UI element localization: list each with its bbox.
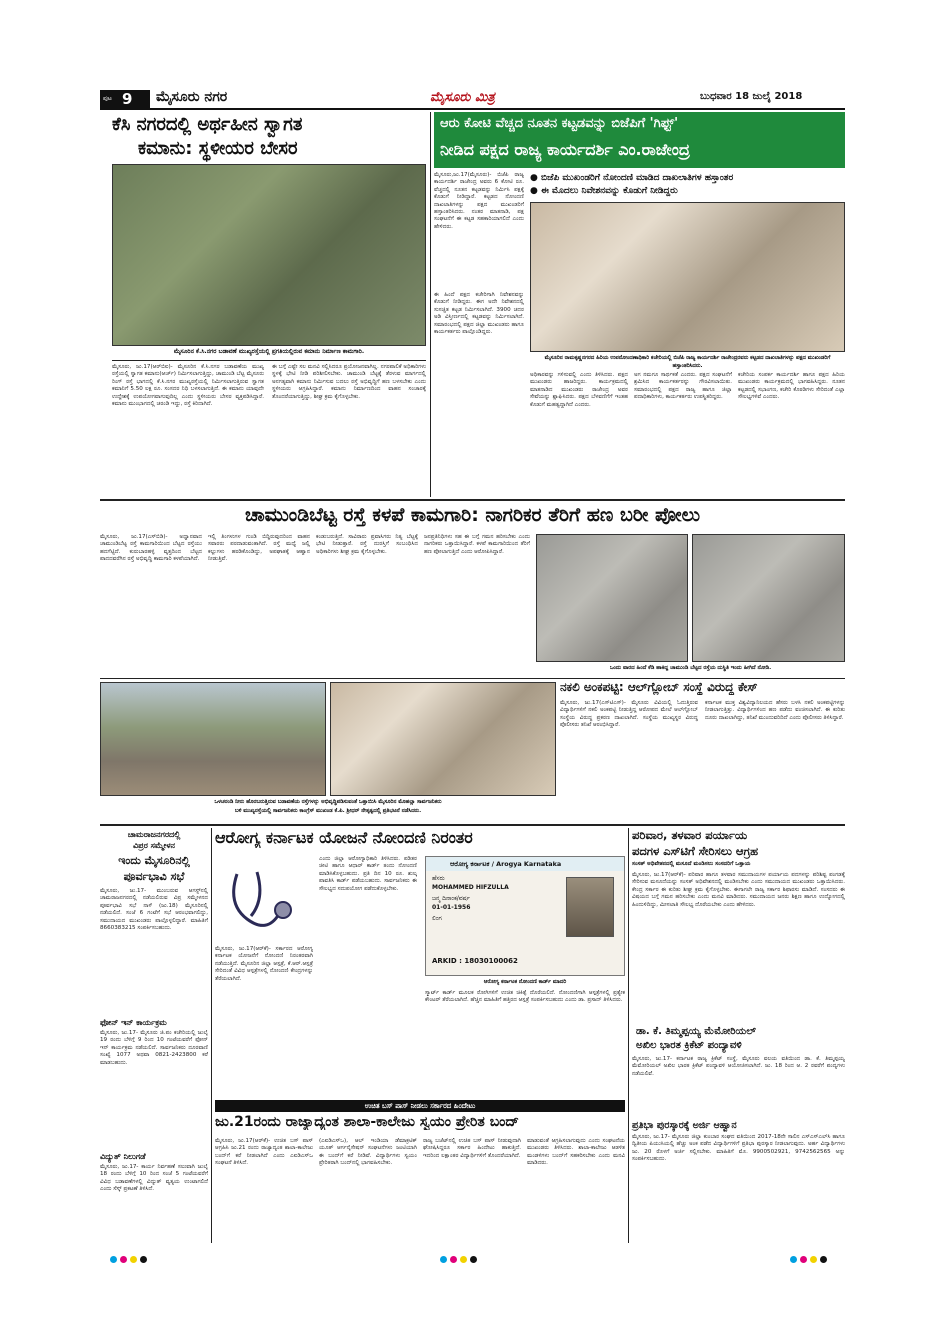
body-health-col2: ಎಂದು ಜಿಲ್ಲಾ ಆರೋಗ್ಯಾಧಿಕಾರಿ ತಿಳಿಸಿದರು. ಪಡಿತರ ಚೀಟಿ ಹಾಗೂ ಆಧಾರ್ ಕಾರ್ಡ್ ತಂದು ನೋಂದಣಿ ಮಾಡಿಸಿಕೊಳ್ಳಬಹುದು. ಪ್ರತಿ ದಿನ 10 ರೂ. ಶುಲ್ಕ ಪಾವತಿಸಿ ಕಾರ್ಡ್ ಪಡೆಯಬಹುದು. ಸಾರ್ವಜನಿಕರು ಈ ಸೌಲಭ್ಯದ ಸದುಪಯೋಗ ಪಡೆದುಕೊಳ್ಳಬೇಕು.: [319, 856, 417, 892]
reg-dot-black: [140, 1256, 147, 1263]
caption-protest-2: ಬಳಿ ಮುಖ್ಯರಸ್ತೆಯಲ್ಲಿ ಸಾರ್ವಜನಿಕರು ಕಾಂಗ್ರೆಸ್ ಮುಖಂಡ ಕೆ.ಪಿ. ಶ್ರೀಧರ್ ನೇತೃತ್ವದಲ್ಲಿ ಪ್ರತಿಭಟನೆ ನಡೆಸಿದರು.: [234, 808, 422, 814]
headline-bandh: ಜು.21ರಂದು ರಾಜ್ಯಾದ್ಯಂತ ಶಾಲಾ-ಕಾಲೇಜು ಸ್ವಯಂ ಪ್ರೇರಿತ ಬಂದ್: [215, 1114, 519, 1130]
section-title: ಮೈಸೂರು ನಗರ: [156, 89, 228, 105]
reg-dot-magenta: [450, 1256, 457, 1263]
masthead: [100, 88, 845, 110]
reg-dot-yellow: [810, 1256, 817, 1263]
reg-dot-yellow: [130, 1256, 137, 1263]
reg-dot-black: [820, 1256, 827, 1263]
health-card: [425, 856, 625, 976]
body-gift-col2: ಈ ಹಿಂದೆ ಪಕ್ಷದ ಕಚೇರಿಗಾಗಿ ನಿವೇಶನವನ್ನು ಕೊಡುಗೆ ನೀಡಿದ್ದರು. ಈಗ ಅದೇ ನಿವೇಶನದಲ್ಲಿ ಸುಸಜ್ಜಿತ ಕಟ್ಟಡ ನಿರ್ಮಿಸಲಾಗಿದೆ. 3900 ಚದರ ಅಡಿ ವಿಸ್ತೀರ್ಣದಲ್ಲಿ ಕಟ್ಟಡವನ್ನು ನಿರ್ಮಿಸಲಾಗಿದೆ. ಸಮಾರಂಭದಲ್ಲಿ ಪಕ್ಷದ ಜಿಲ್ಲಾ ಮುಖಂಡರು ಹಾಗೂ ಕಾರ್ಯಕರ್ತರು ಪಾಲ್ಗೊಂಡಿದ್ದರು.: [434, 292, 524, 336]
photo-arch: [112, 164, 426, 346]
photo-road-2: [692, 534, 845, 662]
body-cricket: ಮೈಸೂರು, ಜು.17- ಕರ್ನಾಟಕ ರಾಜ್ಯ ಕ್ರಿಕೆಟ್ ಸಂಸ್ಥೆ, ಮೈಸೂರು ವಲಯ ವತಿಯಿಂದ ಡಾ. ಕೆ. ತಿಮ್ಮಪ್ಪಯ್ಯ ಮೆಮೋರಿಯಲ್ ಅಖಿಲ ಭಾರತ ಕ್ರಿಕೆಟ್ ಪಂದ್ಯಾವಳಿ ಆಯೋಜಿಸಲಾಗಿದೆ. ಜು. 18 ರಿಂದ ಆ. 2 ರವರೆಗೆ ಪಂದ್ಯಗಳು ನಡೆಯಲಿವೆ.: [632, 1056, 845, 1077]
body-meeting: ಮೈಸೂರು, ಜು.17- ಮುಂಬರುವ ಆಗಸ್ಟ್‌ನಲ್ಲಿ ಚಾಮರಾಜನಗರದಲ್ಲಿ ನಡೆಯಲಿರುವ ವಿಪ್ರ ಸಮ್ಮೇಳನದ ಪೂರ್ವಭಾವಿ ಸಭೆ ನಾಳೆ (ಜು.18) ಮೈಸೂರಿನಲ್ಲಿ ನಡೆಯಲಿದೆ. ಸಂಜೆ 6 ಗಂಟೆಗೆ ಸಭೆ ಆರಂಭವಾಗಲಿದ್ದು, ಸಮುದಾಯದ ಮುಖಂಡರು ಪಾಲ್ಗೊಳ್ಳಲಿದ್ದಾರೆ. ಮಾಹಿತಿಗೆ 8660383215 ಸಂಪರ್ಕಿಸಬಹುದು.: [100, 888, 208, 932]
card-name: MOHAMMED HIFZULLA: [432, 884, 509, 891]
headline-fake: ನಕಲಿ ಅಂಕಪಟ್ಟಿ: ಆಲ್‌ಗ್ಲೋಬ್ ಸಂಸ್ಥೆ ವಿರುದ್ಧ ಕೇಸ್: [560, 680, 758, 694]
reg-dot-magenta: [120, 1256, 127, 1263]
body-award: ಮೈಸೂರು, ಜು.17- ಮೈಸೂರು ಜಿಲ್ಲಾ ಕುಂಬಾರ ಸಂಘದ ವತಿಯಿಂದ 2017-18ನೇ ಸಾಲಿನ ಎಸ್‌ಎಸ್‌ಎಲ್‌ಸಿ ಹಾಗೂ ದ್ವಿತೀಯ ಪಿಯುಸಿಯಲ್ಲಿ ಹೆಚ್ಚು ಅಂಕ ಪಡೆದ ವಿದ್ಯಾರ್ಥಿಗಳಿಗೆ ಪ್ರತಿಭಾ ಪುರಸ್ಕಾರ ನೀಡಲಾಗುವುದು. ಅರ್ಹ ವಿದ್ಯಾರ್ಥಿಗಳು ಜು. 20 ರೊಳಗೆ ಅರ್ಜಿ ಸಲ್ಲಿಸಬೇಕು. ಮಾಹಿತಿಗೆ ಮೊ. 9900502921, 9742562565 ಅನ್ನು ಸಂಪರ್ಕಿಸಬಹುದು.: [632, 1134, 845, 1163]
page-number: 9: [122, 90, 133, 108]
bullet-2-text: ಈ ಮೊದಲು ನಿವೇಶನವನ್ನು ಕೊಡುಗೆ ನೀಡಿದ್ದರು: [541, 186, 678, 196]
subhead-power-cut: ವಿದ್ಯುತ್ ನಿಲುಗಡೆ: [100, 1152, 146, 1161]
story-award: [632, 1120, 845, 1244]
body-fake-col1: ಮೈಸೂರು, ಜು.17(ಎಸ್‌ಟಿಎಸ್)- ಮೈಸೂರು ವಿವಿಯಲ್ಲಿ ಓದುತ್ತಿರುವ ವಿದ್ಯಾರ್ಥಿಗಳಿಗೆ ನಕಲಿ ಅಂಕಪಟ್ಟಿ ನೀಡುತ್ತಿದ್ದ ಆರೋಪದ ಮೇಲೆ ಆಲ್‌ಗ್ಲೋಬ್ ಸಂಸ್ಥೆಯ ವಿರುದ್ಧ ಪ್ರಕರಣ ದಾಖಲಾಗಿದೆ. ಸಂಸ್ಥೆಯ ಮುಖ್ಯಸ್ಥರ ವಿರುದ್ಧ ಪೊಲೀಸರು ತನಿಖೆ ಆರಂಭಿಸಿದ್ದಾರೆ.: [560, 700, 698, 729]
bullet-1: ● ಬಿಜೆಪಿ ಮುಖಂಡರಿಗೆ ನೋಂದಣಿ ಮಾಡಿದ ದಾಖಲಾತಿಗಳ ಹಸ್ತಾಂತರ: [530, 173, 734, 183]
body-road-col3: ಕಂಡುಬರುತ್ತಿದೆ. ಸಾವಿರಾರು ಪ್ರವಾಸಿಗರು ನಿತ್ಯ ಬೆಟ್ಟಕ್ಕೆ ಭೇಟಿ ನೀಡುತ್ತಾರೆ. ರಸ್ತೆ ದುರಸ್ತಿಗೆ ಸಂಬಂಧಿಸಿದ ಅಧಿಕಾರಿಗಳು ಶೀಘ್ರ ಕ್ರಮ ಕೈಗೊಳ್ಳಬೇಕು.: [316, 534, 418, 555]
body-bandh-col4: ಮಾಡುವಂತೆ ಆಗ್ರಹಿಸಲಾಗುವುದು ಎಂದು ಸಂಘಟನೆಯ ಮುಖಂಡರು ತಿಳಿಸಿದರು. ಶಾಲಾ-ಕಾಲೇಜು ಆಡಳಿತ ಮಂಡಳಿಗಳು ಬಂದ್‌ಗೆ ಸಹಕರಿಸಬೇಕು ಎಂದು ಮನವಿ ಮಾಡಿದರು.: [527, 1138, 625, 1167]
headline-road: ಚಾಮುಂಡಿಬೆಟ್ಟ ರಸ್ತೆ ಕಳಪೆ ಕಾಮಗಾರಿ: ನಾಗರಿಕರ ತೆರಿಗೆ ಹಣ ಬರೀ ಪೋಲು: [244, 504, 700, 526]
bullet-1-text: ಬಿಜೆಪಿ ಮುಖಂಡರಿಗೆ ನೋಂದಣಿ ಮಾಡಿದ ದಾಖಲಾತಿಗಳ ಹಸ್ತಾಂತರ: [541, 173, 734, 183]
divider: [112, 360, 426, 361]
reg-dot-cyan: [110, 1256, 117, 1263]
photo-road-1: [536, 534, 688, 662]
issue-date: ಬುಧವಾರ 18 ಜುಲೈ 2018: [700, 91, 803, 102]
card-id-row: [432, 957, 518, 965]
card-gender-label: ಲಿಂಗ: [432, 915, 442, 922]
column-rule: [628, 828, 629, 1243]
headline-family-2: ಪದಗಳ ಎಸ್‌ಟಿಗೆ ಸೇರಿಸಲು ಆಗ್ರಹ: [632, 844, 759, 858]
card-header: [426, 857, 624, 871]
paper-name: ಮೈಸೂರು ಮಿತ್ರ: [430, 90, 495, 105]
headline-meeting-1: ಇಂದು ಮೈಸೂರಿನಲ್ಲಿ: [118, 854, 190, 867]
bullet-2: ● ಈ ಮೊದಲು ನಿವೇಶನವನ್ನು ಕೊಡುಗೆ ನೀಡಿದ್ದರು: [530, 186, 678, 196]
registration-marks-left: [110, 1248, 150, 1267]
card-name-label: ಹೆಸರು: [432, 875, 445, 882]
headline-meeting-2: ಪೂರ್ವಭಾವಿ ಸಭೆ: [123, 870, 185, 883]
card-id: 18030100062: [464, 957, 518, 965]
deck-family: ಸಂಸತ್ ಅಧಿವೇಶನದಲ್ಲಿ ಮಸೂದೆ ಮಂಡಿಸಲು ಸಂಸದರಿಗೆ ಒತ್ತಾಯ: [632, 861, 751, 867]
headline-arch-1: ಕೆಸಿ ನಗರದಲ್ಲಿ ಅರ್ಥಹೀನ ಸ್ವಾಗತ: [112, 114, 303, 135]
headline-award: ಪ್ರತಿಭಾ ಪುರಸ್ಕಾರಕ್ಕೆ ಅರ್ಜಿ ಆಹ್ವಾನ: [632, 1120, 737, 1131]
story-health: [215, 828, 625, 1098]
headline-gift-2: ನೀಡಿದ ಪಕ್ಷದ ರಾಜ್ಯ ಕಾರ್ಯದರ್ಶಿ ಎಂ.ರಾಜೇಂದ್ರ: [440, 140, 690, 159]
kicker-bar: [215, 1100, 625, 1112]
reg-dot-black: [470, 1256, 477, 1263]
body-gift-col1: ಮೈಸೂರು,ಜು.17(ಮೈಸೂರು)- ಬಿಜೆಪಿ ರಾಜ್ಯ ಕಾರ್ಯದರ್ಶಿ ರಾಜೇಂದ್ರ ಅವರು 6 ಕೋಟಿ ರೂ. ವೆಚ್ಚದಲ್ಲಿ ನೂತನ ಕಟ್ಟಡವನ್ನು ನಿರ್ಮಿಸಿ ಪಕ್ಷಕ್ಕೆ ಕೊಡುಗೆ ನೀಡಿದ್ದಾರೆ. ಕಟ್ಟಡದ ನೋಂದಣಿ ದಾಖಲಾತಿಗಳನ್ನು ಪಕ್ಷದ ಮುಖಂಡರಿಗೆ ಹಸ್ತಾಂತರಿಸಿದರು. ನಂತರ ಮಾತನಾಡಿ, ಪಕ್ಷ ಸಂಘಟನೆಗೆ ಈ ಕಟ್ಟಡ ಸಹಕಾರಿಯಾಗಲಿದೆ ಎಂದು ಹೇಳಿದರು.: [434, 172, 524, 230]
body-arch-col1: ಮೈಸೂರು, ಜು.17(ಆರ್‌ಬಿಐ)- ಮೈಸೂರಿನ ಕೆ.ಸಿ.ನಗರ ಬಡಾವಣೆಯ ಮುಖ್ಯ ರಸ್ತೆಯಲ್ಲಿ ಸ್ವಾಗತ ಕಮಾನು(ಆರ್ಚ್) ನಿರ್ಮಿಸಲಾಗುತ್ತಿದ್ದು, ಚಾಮುಂಡಿ ಬೆಟ್ಟ ಮೈಸೂರು ರಿಂಗ್ ರಸ್ತೆ ಭಾಗದಲ್ಲಿ ಕೆ.ಸಿ.ನಗರ ಮುಖ್ಯರಸ್ತೆಯಲ್ಲಿ ನಿರ್ಮಿಸಲಾಗುತ್ತಿರುವ ಸ್ವಾಗತ ಕಮಾನಿಗೆ 5.50 ಲಕ್ಷ ರೂ. ಸಂಸದರ ನಿಧಿ ಬಳಸಲಾಗುತ್ತಿದೆ. ಈ ಕಮಾನು ಯಾವುದೇ ಉದ್ದೇಶಕ್ಕೆ ಉಪಯೋಗವಾಗುವುದಿಲ್ಲ ಎಂದು ಸ್ಥಳೀಯರು ಬೇಸರ ವ್ಯಕ್ತಪಡಿಸಿದ್ದಾರೆ. ಕಮಾನು ಮುಂಭಾಗದಲ್ಲಿ ಚರಂಡಿ ಇದ್ದು, ರಸ್ತೆ ಕಿರಿದಾಗಿದೆ.: [112, 364, 264, 408]
caption-health: ಆರೋಗ್ಯ ಕರ್ನಾಟಕ ನೋಂದಣಿ ಕಾರ್ಡ್ ಮಾದರಿ: [483, 979, 567, 985]
column-rule: [211, 828, 212, 1243]
bullets: [530, 172, 845, 202]
story-fake: [560, 680, 845, 822]
registration-marks-right: [790, 1248, 830, 1267]
story-protest: [100, 680, 556, 822]
body-bandh-col2: (ಎಐಡಿಎಸ್‌ಒ), ಆಲ್ ಇಂಡಿಯಾ ಡೆಮಾಕ್ರಟಿಕ್ ಯೂತ್ ಆರ್ಗನೈಸೇಷನ್ ಸಂಘಟನೆಗಳು ಜಂಟಿಯಾಗಿ ಈ ಬಂದ್‌ಗೆ ಕರೆ ನೀಡಿವೆ. ವಿದ್ಯಾರ್ಥಿಗಳು ಸ್ವಯಂ ಪ್ರೇರಿತರಾಗಿ ಬಂದ್‌ನಲ್ಲಿ ಭಾಗವಹಿಸಬೇಕು.: [319, 1138, 417, 1167]
caption-protest-1: ಒಳಚರಂಡಿ ನೀರು ಹೊರಬರುತ್ತಿರುವ ಬಡಾವಣೆಯ ರಸ್ತೆಗಳನ್ನು ಅಭಿವೃದ್ಧಿಪಡಿಸುವಂತೆ ಒತ್ತಾಯಿಸಿ ಮೈಸೂರಿನ ಮೊಹಲ್ಲಾ ಸಾರ್ವಜನಿಕರು: [214, 799, 442, 805]
body-health-col3: ಸ್ಮಾರ್ಟ್ ಕಾರ್ಡ್ ಮೂಲಕ ರೋಗಿಗಳಿಗೆ ಉಚಿತ ಚಿಕಿತ್ಸೆ ದೊರೆಯಲಿದೆ. ನೋಂದಣಿಗಾಗಿ ಆಸ್ಪತ್ರೆಗಳಲ್ಲಿ ಪ್ರತ್ಯೇಕ ಕೌಂಟರ್ ತೆರೆಯಲಾಗಿದೆ. ಹೆಚ್ಚಿನ ಮಾಹಿತಿಗೆ ಹತ್ತಿರದ ಆಸ್ಪತ್ರೆ ಸಂಪರ್ಕಿಸಬಹುದು ಎಂದು ಡಾ. ಪ್ರಸಾದ್ ತಿಳಿಸಿದರು.: [425, 990, 625, 1004]
body-gift-col5: ಕಚೇರಿಯ ಸಂಪರ್ಕ ಕಾರ್ಯದರ್ಶಿ ಹಾಗೂ ಪಕ್ಷದ ಹಿರಿಯ ಮುಖಂಡರು ಕಾರ್ಯಕ್ರಮದಲ್ಲಿ ಭಾಗವಹಿಸಿದ್ದರು. ನೂತನ ಕಟ್ಟಡದಲ್ಲಿ ಸಭಾಂಗಣ, ಕಚೇರಿ ಕೊಠಡಿಗಳು ಸೇರಿದಂತೆ ಎಲ್ಲಾ ಸೌಲಭ್ಯಗಳಿವೆ ಎಂದರು.: [738, 372, 845, 401]
body-fake-col2: ಕರ್ನಾಟಕ ಮುಕ್ತ ವಿಶ್ವವಿದ್ಯಾನಿಲಯದ ಹೆಸರು ಬಳಸಿ ನಕಲಿ ಅಂಕಪಟ್ಟಿಗಳನ್ನು ನೀಡಲಾಗುತ್ತಿತ್ತು. ವಿದ್ಯಾರ್ಥಿಗಳಿಂದ ಹಣ ಪಡೆದು ವಂಚಿಸಲಾಗಿದೆ. ಈ ಕುರಿತು ದೂರು ದಾಖಲಾಗಿದ್ದು, ತನಿಖೆ ಮುಂದುವರಿದಿದೆ ಎಂದು ಪೊಲೀಸರು ತಿಳಿಸಿದ್ದಾರೆ.: [705, 700, 845, 721]
page-label: ಪುಟ: [103, 95, 112, 102]
reg-dot-cyan: [790, 1256, 797, 1263]
story-cricket: [632, 1026, 845, 1118]
card-photo: [566, 877, 614, 937]
reg-dot-cyan: [440, 1256, 447, 1263]
headline-arch-2: ಕಮಾನು: ಸ್ಥಳೀಯರ ಬೇಸರ: [138, 138, 298, 159]
body-gift-col3: ಅಧಿಕಾರವನ್ನು ಗಳಿಸುವಲ್ಲಿ ಎಂದು ತಿಳಿಸಿದರು. ಪಕ್ಷದ ಮುಖಂಡರು ಹಾಜರಿದ್ದರು. ಕಾರ್ಯಕ್ರಮದಲ್ಲಿ ಮಾತನಾಡಿದ ಮುಖಂಡರು ರಾಜೇಂದ್ರ ಅವರ ಸೇವೆಯನ್ನು ಶ್ಲಾಘಿಸಿದರು. ಪಕ್ಷದ ಬೆಳವಣಿಗೆಗೆ ಇಂತಹ ಕೊಡುಗೆ ಮಹತ್ವದ್ದಾಗಿದೆ ಎಂದರು.: [530, 372, 628, 408]
section-divider: [100, 824, 845, 826]
story-arch: [100, 112, 426, 497]
card-dob-label: ಜನ್ಮ ದಿನಾಂಕ/ವರ್ಷ: [432, 895, 470, 902]
headline-gift-1: ಆರು ಕೋಟಿ ವೆಚ್ಚದ ನೂತನ ಕಟ್ಟಡವನ್ನು ಬಿಜೆಪಿಗೆ 'ಗಿಫ್ಟ್': [440, 116, 679, 131]
section-divider: [100, 678, 845, 679]
body-phone-in: ಮೈಸೂರು, ಜು.17- ಮೈಸೂರು ಜಿ.ಪಂ ಕಚೇರಿಯಲ್ಲಿ ಜುಲೈ 19 ರಂದು ಬೆಳಿಗ್ಗೆ 9 ರಿಂದ 10 ಗಂಟೆಯವರೆಗೆ ಫೋನ್ ಇನ್ ಕಾರ್ಯಕ್ರಮ ನಡೆಯಲಿದೆ. ಸಾರ್ವಜನಿಕರು ದೂರವಾಣಿ ಸಂಖ್ಯೆ 1077 ಅಥವಾ 0821-2423800 ಕರೆ ಮಾಡಬಹುದು.: [100, 1030, 208, 1066]
green-banner: [434, 112, 845, 168]
photo-protest-group: [330, 682, 556, 796]
body-gift-col4: ಅಗ ನಮಗೂ ಸಾರ್ಥಕತೆ ಎಂದರು. ಪಕ್ಷದ ಸಂಘಟನೆಗೆ ಶ್ರಮಿಸಿದ ಕಾರ್ಯಕರ್ತರನ್ನು ಗೌರವಿಸಲಾಯಿತು. ಸಮಾರಂಭದಲ್ಲಿ ಪಕ್ಷದ ರಾಜ್ಯ ಹಾಗೂ ಜಿಲ್ಲಾ ಪದಾಧಿಕಾರಿಗಳು, ಕಾರ್ಯಕರ್ತರು ಉಪಸ್ಥಿತರಿದ್ದರು.: [634, 372, 732, 401]
headline-family-1: ಪರಿವಾರ, ತಳವಾರ ಪರ್ಯಾಯ: [632, 828, 748, 842]
body-road-col2: ಇಲ್ಲಿ ತಿಂಗಳುಗಳ ಗುಂಡಿ ಬಿದ್ದಿರುವುದರಿಂದ ವಾಹನ ಸವಾರರು ಪರದಾಡುವಂತಾಗಿದೆ. ರಸ್ತೆ ಮಧ್ಯೆ ಜಲ್ಲಿ ಕಲ್ಲುಗಳು ಹರಡಿಕೊಂಡಿದ್ದು, ಅಪಘಾತಕ್ಕೆ ಆಹ್ವಾನ ನೀಡುತ್ತಿವೆ.: [208, 534, 310, 563]
column-rule: [430, 112, 431, 497]
page-number-box: [100, 90, 150, 108]
caption-arch: ಮೈಸೂರಿನ ಕೆ.ಸಿ.ನಗರ ಬಡಾವಣೆ ಮುಖ್ಯರಸ್ತೆಯಲ್ಲಿ ಪ್ರಗತಿಯಲ್ಲಿರುವ ಕಮಾನು ನಿರ್ಮಾಣ ಕಾಮಗಾರಿ.: [173, 348, 365, 355]
kicker-bandh: ಉಚಿತ ಬಸ್ ಪಾಸ್ ನೀಡಲು ಸರ್ಕಾರದ ಹಿಂದೇಟು: [364, 1102, 476, 1110]
story-bandh: [215, 1100, 625, 1245]
headline-cricket-1: ಡಾ. ಕೆ. ತಿಮ್ಮಪ್ಪಯ್ಯ ಮೆಮೋರಿಯಲ್: [636, 1026, 756, 1037]
box-title-1: ಚಾಮರಾಜನಗರದಲ್ಲಿ: [127, 830, 181, 839]
story-family: [632, 828, 845, 1023]
caption-road: ಒಂದು ವಾರದ ಹಿಂದೆ ಕೆಡಿ ಹಾಕಿದ್ದ ಚಾಮುಂಡಿ ಬೆಟ್ಟದ ರಸ್ತೆಯ ದುಸ್ಥಿತಿ ಇಂದು ಹೀಗಿದೆ ನೋಡಿ.: [609, 665, 772, 671]
body-bandh-col1: ಮೈಸೂರು, ಜು.17(ಆರ್‌ಕೆ)- ಉಚಿತ ಬಸ್ ಪಾಸ್ ಆಗ್ರಹಿಸಿ ಜು.21 ರಂದು ರಾಜ್ಯಾದ್ಯಂತ ಶಾಲಾ-ಕಾಲೇಜು ಬಂದ್‌ಗೆ ಕರೆ ನೀಡಲಾಗಿದೆ ಎಂದು ಎಐಡಿಎಸ್‌ಒ ಸಂಘಟನೆ ತಿಳಿಸಿದೆ.: [215, 1138, 313, 1167]
body-power-cut: ಮೈಸೂರು, ಜು.17- ಕಾರ್ಯ ನಿರ್ವಹಣೆ ಸಲುವಾಗಿ ಜುಲೈ 18 ರಂದು ಬೆಳಿಗ್ಗೆ 10 ರಿಂದ ಸಂಜೆ 5 ಗಂಟೆಯವರೆಗೆ ವಿವಿಧ ಬಡಾವಣೆಗಳಲ್ಲಿ ವಿದ್ಯುತ್ ವ್ಯತ್ಯಯ ಉಂಟಾಗಲಿದೆ ಎಂದು ಸೆಸ್ಕ್ ಪ್ರಕಟಣೆ ತಿಳಿಸಿದೆ.: [100, 1164, 208, 1193]
subhead-phone-in: ಫೋನ್ ಇನ್ ಕಾರ್ಯಕ್ರಮ: [100, 1018, 167, 1027]
story-meeting: [100, 828, 208, 1243]
card-id-label: ARKID :: [432, 957, 462, 965]
photo-flooded-street: [100, 682, 326, 796]
newspaper-page: [100, 88, 845, 1258]
headline-cricket-2: ಅಖಿಲ ಭಾರತ ಕ್ರಿಕೆಟ್ ಪಂದ್ಯಾವಳಿ: [636, 1040, 742, 1051]
body-health-col1: ಮೈಸೂರು, ಜು.17(ಆರ್‌ಕೆ)- ಸರ್ಕಾರದ ಆರೋಗ್ಯ ಕರ್ನಾಟಕ ಯೋಜನೆಗೆ ನೋಂದಣಿ ನಿರಂತರವಾಗಿ ನಡೆಯುತ್ತಿದೆ. ಮೈಸೂರಿನ ಜಿಲ್ಲಾ ಆಸ್ಪತ್ರೆ, ಕೆ.ಆರ್.ಆಸ್ಪತ್ರೆ ಸೇರಿದಂತೆ ವಿವಿಧ ಆಸ್ಪತ್ರೆಗಳಲ್ಲಿ ನೋಂದಣಿ ಕೇಂದ್ರಗಳನ್ನು ತೆರೆಯಲಾಗಿದೆ.: [215, 946, 313, 982]
card-dob: 01-01-1956: [432, 904, 471, 911]
stethoscope-icon: [217, 864, 309, 944]
section-divider: [100, 499, 845, 501]
body-road-col4: ಜನಪ್ರತಿನಿಧಿಗಳು ಸಹ ಈ ಬಗ್ಗೆ ಗಮನ ಹರಿಸಬೇಕು ಎಂದು ನಾಗರಿಕರು ಒತ್ತಾಯಿಸಿದ್ದಾರೆ. ಕಳಪೆ ಕಾಮಗಾರಿಯಿಂದ ತೆರಿಗೆ ಹಣ ಪೋಲಾಗುತ್ತಿದೆ ಎಂದು ಆರೋಪಿಸಿದ್ದಾರೆ.: [424, 534, 530, 555]
body-arch-col2: ಈ ಬಗ್ಗೆ ಎಷ್ಟೇ ಸಲ ಮನವಿ ಸಲ್ಲಿಸಿದರೂ ಪ್ರಯೋಜನವಾಗಿಲ್ಲ. ನಗರಪಾಲಿಕೆ ಅಧಿಕಾರಿಗಳು ಸ್ಥಳಕ್ಕೆ ಭೇಟಿ ನೀಡಿ ಪರಿಶೀಲಿಸಬೇಕು. ಚಾಮುಂಡಿ ಬೆಟ್ಟಕ್ಕೆ ತೆರಳುವ ಮಾರ್ಗದಲ್ಲಿ ಅನಗತ್ಯವಾಗಿ ಕಮಾನು ನಿರ್ಮಿಸುವ ಬದಲು ರಸ್ತೆ ಅಭಿವೃದ್ಧಿಗೆ ಹಣ ಬಳಸಬೇಕು ಎಂದು ಸ್ಥಳೀಯರು ಆಗ್ರಹಿಸಿದ್ದಾರೆ. ಕಮಾನು ನಿರ್ಮಾಣದಿಂದ ವಾಹನ ಸಂಚಾರಕ್ಕೆ ತೊಂದರೆಯಾಗುತ್ತಿದ್ದು, ಶೀಘ್ರ ಕ್ರಮ ಕೈಗೊಳ್ಳಬೇಕು.: [272, 364, 426, 400]
caption-gift: ಮೈಸೂರಿನ ರಾಮಕೃಷ್ಣನಗರದ ಹಿರಿಯ ಉಪನೋಂದಣಾಧಿಕಾರಿ ಕಚೇರಿಯಲ್ಲಿ ಬಿಜೆಪಿ ರಾಜ್ಯ ಕಾರ್ಯದರ್ಶಿ ರಾಜೇಂದ್ರರವರು ಕಟ್ಟಡದ ದಾಖಲಾತಿಗಳನ್ನು ಪಕ್ಷದ ಮುಖಂಡರಿಗೆ ಹಸ್ತಾಂತರಿಸಿದರು.: [544, 355, 831, 369]
reg-dot-magenta: [800, 1256, 807, 1263]
reg-dot-yellow: [460, 1256, 467, 1263]
headline-health: ಆರೋಗ್ಯ ಕರ್ನಾಟಕ ಯೋಜನೆ ನೋಂದಣಿ ನಿರಂತರ: [215, 828, 473, 847]
body-family: ಮೈಸೂರು, ಜು.17(ಆರ್‌ಕೆ)- ಪರಿವಾರ ಹಾಗೂ ತಳವಾರ ಸಮುದಾಯಗಳ ಪರ್ಯಾಯ ಪದಗಳನ್ನು ಪರಿಶಿಷ್ಟ ಪಂಗಡಕ್ಕೆ ಸೇರಿಸುವ ಮಸೂದೆಯನ್ನು ಸಂಸತ್ ಅಧಿವೇಶನದಲ್ಲಿ ಮಂಡಿಸಬೇಕು ಎಂದು ಸಮುದಾಯದ ಮುಖಂಡರು ಒತ್ತಾಯಿಸಿದರು. ಕೇಂದ್ರ ಸರ್ಕಾರ ಈ ಕುರಿತು ಶೀಘ್ರ ಕ್ರಮ ಕೈಗೊಳ್ಳಬೇಕು. ಈಗಾಗಲೇ ರಾಜ್ಯ ಸರ್ಕಾರ ಶಿಫಾರಸು ಮಾಡಿದೆ. ಸಂಸದರು ಈ ವಿಷಯದ ಬಗ್ಗೆ ಗಮನ ಹರಿಸಬೇಕು ಎಂದು ಮನವಿ ಮಾಡಿದರು. ಸಮುದಾಯದ ಜನರು ಶಿಕ್ಷಣ ಹಾಗೂ ಉದ್ಯೋಗದಲ್ಲಿ ಹಿಂದುಳಿದಿದ್ದು, ಮೀಸಲಾತಿ ಸೌಲಭ್ಯ ದೊರೆಯಬೇಕು ಎಂದು ಹೇಳಿದರು.: [632, 872, 845, 908]
photo-gift: [530, 202, 845, 352]
registration-marks-center: [440, 1248, 480, 1267]
body-bandh-col3: ರಾಜ್ಯ ಬಜೆಟ್‌ನಲ್ಲಿ ಉಚಿತ ಬಸ್ ಪಾಸ್ ನೀಡುವುದಾಗಿ ಘೋಷಿಸಿದ್ದರೂ ಸರ್ಕಾರ ಹಿಂದೇಟು ಹಾಕುತ್ತಿದೆ. ಇದರಿಂದ ಲಕ್ಷಾಂತರ ವಿದ್ಯಾರ್ಥಿಗಳಿಗೆ ತೊಂದರೆಯಾಗಿದೆ.: [423, 1138, 521, 1159]
story-gift: [434, 112, 845, 497]
body-road-col1: ಮೈಸೂರು, ಜು.17(ಎಸ್‌ಬಿಡಿ)- ಅಧ್ವಾನವಾದ ಚಾಮುಂಡಿಬೆಟ್ಟ ರಸ್ತೆ ಕಾಮಗಾರಿಯಿಂದ ಬೆಟ್ಟದ ರಸ್ತೆಯು ಹದಗೆಟ್ಟಿದೆ. ಕುರುಬಾರಹಳ್ಳಿ ವೃತ್ತದಿಂದ ಬೆಟ್ಟದ ಪಾದದವರೆಗಿನ ರಸ್ತೆ ಅಭಿವೃದ್ಧಿ ಕಾಮಗಾರಿ ಕಳಪೆಯಾಗಿದೆ.: [100, 534, 202, 563]
card-title: ಆರೋಗ್ಯ ಕರ್ನಾಟಕ / Arogya Karnataka: [450, 860, 562, 868]
box-title-2: ವಿಪ್ರರ ಸಮ್ಮೇಳನ: [132, 841, 176, 850]
